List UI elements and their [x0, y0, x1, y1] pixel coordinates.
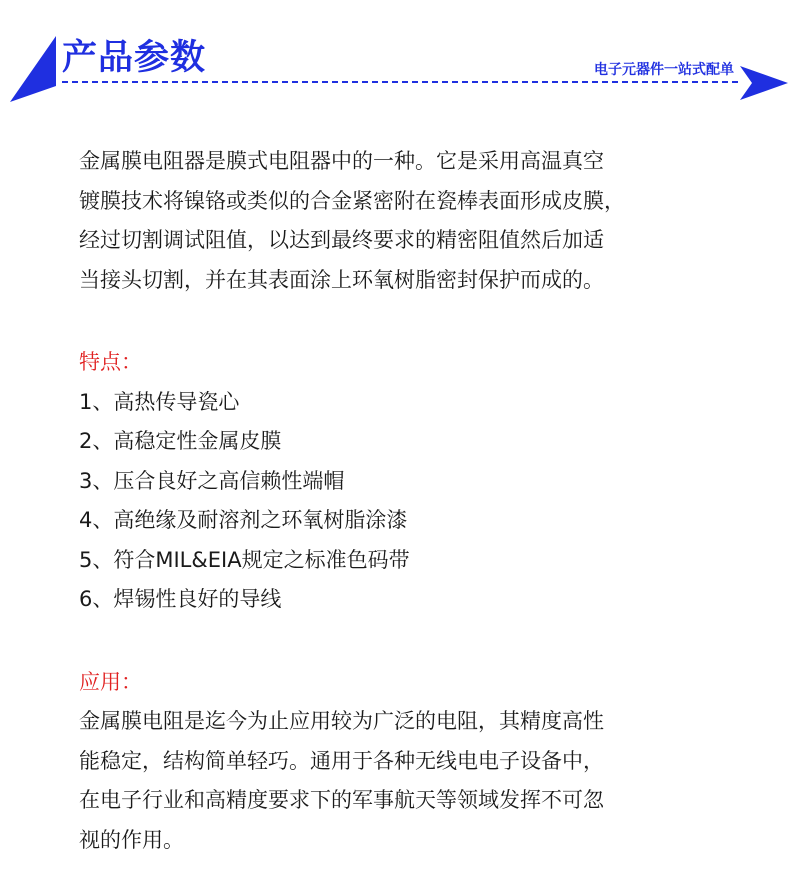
- section-header: [0, 0, 790, 110]
- list-item: 1、高热传导瓷心: [79, 389, 240, 414]
- list-item: 5、符合MIL&EIA规定之标准色码带: [79, 547, 410, 572]
- list-item: 4、高绝缘及耐溶剂之环氧树脂涂漆: [79, 508, 408, 532]
- features-heading: 特点：: [79, 350, 142, 374]
- application-paragraph: [79, 702, 739, 860]
- dashed-divider: [62, 81, 738, 83]
- application-line: 金属膜电阻是迄今为止应用较为广泛的电阻，其精度高性: [79, 709, 604, 733]
- chevron-right-icon: [10, 36, 56, 102]
- application-line: 能稳定，结构简单轻巧。通用于各种无线电电子设备中，: [79, 748, 604, 773]
- list-item: 3、压合良好之高信赖性端帽: [79, 468, 345, 493]
- section-subtitle: 电子元器件一站式配单: [594, 62, 734, 78]
- intro-paragraph: [79, 142, 739, 300]
- list-item: 2、高稳定性金属皮膜: [79, 429, 282, 453]
- intro-line: 经过切割调试阻值，以达到最终要求的精密阻值然后加适: [79, 228, 604, 252]
- intro-line: 当接头切割，并在其表面涂上环氧树脂密封保护而成的。: [79, 267, 604, 292]
- application-line: 视的作用。: [79, 827, 184, 852]
- intro-line: 镀膜技术将镍铬或类似的合金紧密附在瓷棒表面形成皮膜，: [79, 188, 625, 213]
- intro-line: 金属膜电阻器是膜式电阻器中的一种。它是采用高温真空: [79, 149, 604, 173]
- triangle-right-icon: [740, 66, 788, 100]
- application-line: 在电子行业和高精度要求下的军事航天等领域发挥不可忽: [79, 788, 604, 812]
- section-title: 产品参数: [62, 38, 207, 78]
- application-heading: 应用：: [79, 669, 142, 694]
- list-item: 6、焊锡性良好的导线: [79, 587, 282, 611]
- product-description: [79, 142, 739, 860]
- features-list: [79, 383, 739, 620]
